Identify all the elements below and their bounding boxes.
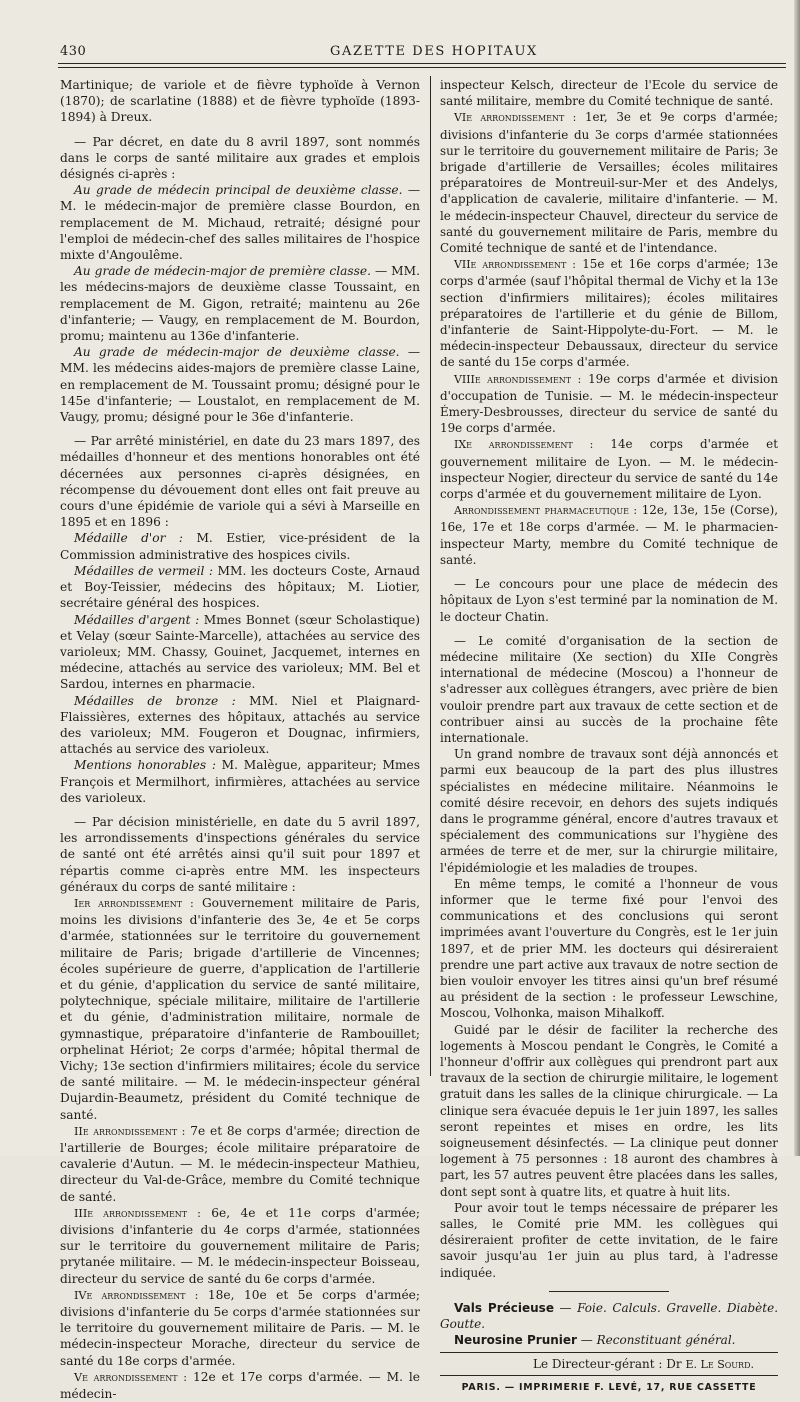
paragraph (440, 502, 778, 568)
ad-tagline: Reconstituant général. (596, 1332, 736, 1347)
paragraph-text: — MM. les médecins-majors de deuxième classe Toussaint, en remplacement de M. Gigon, retraité; maintenu au 26e d'infanterie; — Vaugy, en remplacement de M. Bourdon, promu; maintenu au 136e d'infanterie. (60, 264, 420, 344)
paragraph (440, 436, 778, 502)
paragraph (60, 344, 420, 425)
paragraph-text: 12e, 13e, 15e (Corse), 16e, 17e et 18e corps d'armée. — M. le pharmacien-inspecteur Marty, membre du Comité technique de santé. (440, 503, 778, 567)
paragraph (60, 530, 420, 562)
paragraph-text: M. Malègue, appariteur; Mmes François et Mermilhort, infirmières, attachées au service des varioleux. (60, 758, 421, 805)
paragraph (60, 757, 420, 806)
editor-name: E. Le Sourd. (685, 1357, 754, 1371)
ad-product: Vals Précieuse (454, 1300, 554, 1315)
page-edge-shadow (794, 0, 800, 1156)
left-column (60, 77, 420, 1402)
arrondissement-label: IVe arrondissement : (74, 1288, 199, 1302)
paragraph (440, 109, 778, 256)
paragraph: En même temps, le comité a l'honneur de vous informer que le terme fixé pour l'envoi des communications et des conclusions qui seront imprimées avant l'ouverture du Congrès, est le 1er juin 1897, et de prier MM. les docteurs qui désireraient prendre une part active aux travaux de notre section de bien vouloir envoyer les titres ainsi qu'un bref résumé au président de la section : le professeur Lewschine, Moscou, Volhonka, maison Mihalkoff. (440, 876, 778, 1021)
paragraph (60, 182, 420, 263)
paragraph: — Par arrêté ministériel, en date du 23 mars 1897, des médailles d'honneur et des mentions honorables ont été décernées aux personnes ci-après désignées, en récompense du dévouement dont elles ont fait preuve au cours d'une épidémie de variole qui a sévi à Marseille en 1895 et en 1896 : (60, 434, 420, 530)
paragraph-text: — M. le médecin-major de première classe Bourdon, en remplacement de M. Michaud, retraité; désigné pour l'emploi de médecin-chef des salles militaires de l'hospice mixte d'Angoulême. (60, 183, 421, 263)
arrondissement-label: IIIe arrondissement : (74, 1206, 201, 1220)
footer-rule (440, 1375, 778, 1376)
ad-rule (440, 1352, 778, 1353)
grade-label: Au grade de médecin-major de première classe. (74, 264, 371, 279)
award-label: Médailles de bronze : (74, 693, 236, 708)
paragraph-text: MM. Niel et Plaignard-Flaissières, externes des hôpitaux, attachés au service des varioleux; MM. Fougeron et Dougnac, infirmiers, attachés au service des varioleux. (60, 693, 420, 757)
award-label: Médailles d'argent : (74, 612, 200, 627)
paragraph: Martinique; de variole et de fièvre typhoïde à Vernon (1870); de scarlatine (1888) et de fièvre typhoïde (1893-1894) à Dreux. (60, 78, 420, 125)
arrondissement-label: VIIIe arrondissement : (454, 372, 582, 386)
paragraph-text: MM. les docteurs Coste, Arnaud et Boy-Teissier, médecins des hôpitaux; M. Liotier, secrétaire général des hospices. (60, 563, 420, 611)
paragraph: inspecteur Kelsch, directeur de l'Ecole du service de santé militaire, membre du Comité technique de santé. (440, 78, 778, 109)
award-label: Médaille d'or : (74, 531, 183, 546)
ad-product: Neurosine Prunier (454, 1332, 577, 1347)
paragraph: — Le comité d'organisation de la section de médecine militaire (Xe section) du XIIe Congrès international de médecine (Moscou) a l'honneur de s'adresser aux collègues étrangers, avec prière de bien vouloir prendre part aux travaux de cette section et de contribuer ainsi au succès de la prochaine fête internationale. (440, 633, 778, 745)
journal-title: GAZETTE DES HOPITAUX (330, 44, 538, 59)
paragraph: Guidé par le désir de faciliter la recherche des logements à Moscou pendant le Congrès, le Comité a l'honneur d'offrir aux collègues qui prendront part aux travaux de la section de chirurgie militaire, le logement gratuit dans les salles de la clinique chirurgicale. — La clinique sera évacuée depuis le 1er juin 1897, les salles seront repeintes et mises en ordre, les lits soigneusement désinfectés. — La clinique peut donner logement à 75 personnes : 18 auront des chambres à part, les 57 autres peuvent être placées dans les salles, dont sept sont à quatre lits, et quatre à huit lits. (440, 1022, 778, 1199)
paragraph (440, 371, 778, 437)
arrondissement-label: Arrondissement pharmaceutique : (454, 504, 638, 518)
header-rule-thin (58, 67, 786, 68)
arrondissement-label: Ve arrondissement : (74, 1370, 188, 1384)
paragraph-text: 6e, 4e et 11e corps d'armée; divisions d'infanterie du 4e corps d'armée, stationnées sur le territoire du gouvernement militaire de Paris; prytanée militaire. — M. le médecin-inspecteur Boisseau, directeur du service de santé du 6e corps d'armée. (60, 1205, 421, 1286)
paragraph (60, 563, 420, 612)
page-number: 430 (60, 44, 87, 59)
arrondissement-label: VIIe arrondissement : (454, 258, 576, 272)
header-rule (58, 63, 786, 64)
paragraph: Pour avoir tout le temps nécessaire de préparer les salles, le Comité prie MM. les collègues qui désireraient profiter de cette invitation, de le faire savoir jusqu'au 1er juin au plus tard, à l'adresse indiquée. (440, 1200, 778, 1280)
paragraph-text: 15e et 16e corps d'armée; 13e corps d'armée (sauf l'hôpital thermal de Vichy et la 13e section d'infirmiers militaires); écoles militaires préparatoires de l'artillerie et du génie de Billom, d'infanterie de Saint-Hippolyte-du-Fort. — M. le médecin-inspecteur Debaussaux, directeur du service de santé du 15e corps d'armée. (440, 257, 778, 370)
editor-line (440, 1356, 778, 1373)
editor-prefix: Le Directeur-gérant : Dr (533, 1356, 686, 1371)
column-divider (430, 76, 431, 1076)
grade-label: Au grade de médecin-major de deuxième classe. (74, 345, 400, 360)
paragraph (60, 612, 420, 693)
printer-imprint: PARIS. — IMPRIMERIE F. LEVÉ, 17, RUE CASSETTE (461, 1382, 757, 1394)
paragraph (60, 895, 420, 1123)
award-label: Mentions honorables : (74, 758, 216, 773)
paragraph: — Par décision ministérielle, en date du 5 avril 1897, les arrondissements d'inspections générales du service de santé ont été arrêtés ainsi qu'il suit pour 1897 et répartis comme ci-après entre MM. les inspecteurs généraux du corps de santé militaire : (60, 814, 420, 894)
grade-label: Au grade de médecin principal de deuxième classe. (74, 183, 403, 198)
paragraph: Un grand nombre de travaux sont déjà annoncés et parmi eux beaucoup de la part des plus illustres spécialistes en médecine militaire. Néanmoins le comité désire recevoir, en dehors des sujets indiqués dans le programme général, encore d'autres travaux et spécialement des communications sur l'hygiène des armées de terre et de mer, sur la chirurgie militaire, l'épidémiologie et les maladies de troupes. (440, 747, 778, 875)
paragraph-text: Mmes Bonnet (sœur Scholastique) et Velay (sœur Sainte-Marcelle), attachées au service des varioleux; MM. Chassy, Gouinet, Jacquemet, internes en médecine, attachés au service des varioleux; MM. Bel et Sardou, internes en pharmacie. (60, 612, 421, 692)
paragraph-text: 18e, 10e et 5e corps d'armée; divisions d'infanterie du 5e corps d'armée stationnées sur le territoire du gouvernement militaire de Paris. — M. le médecin-inspecteur Morache, directeur du service de santé du 18e corps d'armée. (60, 1287, 420, 1368)
advertisement: Vals Précieuse — Foie. Calculs. Gravelle. Diabète. Goutte. (440, 1300, 779, 1331)
paragraph-text: 14e corps d'armée et gouvernement militaire de Lyon. — M. le médecin-inspecteur Nogier, directeur du service de santé du 14e corps d'armée et du gouvernement militaire de Lyon. (440, 437, 778, 502)
advertisement: Neurosine Prunier — Reconstituant général. (454, 1332, 736, 1347)
paragraph: — Le concours pour une place de médecin des hôpitaux de Lyon s'est terminé par la nomination de M. le docteur Chatin. (440, 577, 778, 624)
arrondissement-label: IIe arrondissement : (74, 1124, 186, 1138)
paragraph-text: — MM. les médecins aides-majors de première classe Laine, en remplacement de M. Toussaint promu; désigné pour le 145e d'infanterie; — Loustalot, en remplacement de M. Vaugy, promu; désigné pour le 36e d'infanterie. (60, 345, 421, 425)
paragraph (60, 693, 420, 758)
paragraph: — Par décret, en date du 8 avril 1897, sont nommés dans le corps de santé militaire aux grades et emplois désignés ci-après : (60, 134, 420, 182)
paragraph (60, 263, 420, 344)
award-label: Médailles de vermeil : (74, 563, 214, 578)
right-column (440, 77, 778, 1396)
arrondissement-label: IXe arrondissement : (454, 438, 594, 452)
paragraph-text: 19e corps d'armée et division d'occupation de Tunisie. — M. le médecin-inspecteur Émery-Desbrousses, directeur du service de santé du 19e corps d'armée. (440, 371, 778, 436)
paragraph (60, 1287, 420, 1369)
paragraph (60, 1369, 420, 1402)
ad-tagline: Foie. Calculs. Gravelle. Diabète. Goutte. (440, 1300, 779, 1331)
arrondissement-label: Ier arrondissement : (74, 896, 194, 910)
paragraph-text: M. Estier, vice-président de la Commission administrative des hospices civils. (60, 531, 420, 562)
paragraph-text: 7e et 8e corps d'armée; direction de l'artillerie de Bourges; école militaire préparatoire de cavalerie d'Autun. — M. le médecin-inspecteur Mathieu, directeur du Val-de-Grâce, membre du Comité technique de santé. (60, 1123, 420, 1204)
paragraph (60, 1123, 420, 1205)
paragraph (440, 256, 778, 370)
paragraph (60, 1205, 420, 1287)
arrondissement-label: VIe arrondissement : (454, 111, 577, 125)
section-divider (549, 1291, 669, 1292)
paragraph-text: 12e et 17e corps d'armée. — M. le médecin- (60, 1369, 421, 1402)
paragraph-text: 1er, 3e et 9e corps d'armée; divisions d'infanterie du 3e corps d'armée stationnées sur le territoire du gouvernement militaire de Paris; 3e brigade d'artillerie de Versailles; écoles militaires préparatoires de Montreuil-sur-Mer et des Andelys, d'application de cavalerie, militaire d'infanterie. — M. le médecin-inspecteur Chauvel, directeur du service de santé du gouvernement militaire de Paris, membre du Comité technique de santé et de l'intendance. (440, 110, 778, 256)
paragraph-text: Gouvernement militaire de Paris, moins les divisions d'infanterie des 3e, 4e et 5e corps d'armée, stationnées sur le territoire du gouvernement militaire de Paris; brigade d'artillerie de Vincennes; écoles supérieure de guerre, d'application de l'artillerie et du génie, d'application du service de santé militaire, polytechnique, spéciale militaire, militaire de l'artillerie et du génie, d'administration militaire, normale de gymnastique, préparatoire d'infanterie de Rambouillet; orphelinat Hériot; 2e corps d'armée; hôpital thermal de Vichy; 13e section d'infirmiers militaires; école du service de santé militaire. — M. le médecin-inspecteur général Dujardin-Beaumetz, président du Comité technique de santé. (60, 895, 420, 1122)
